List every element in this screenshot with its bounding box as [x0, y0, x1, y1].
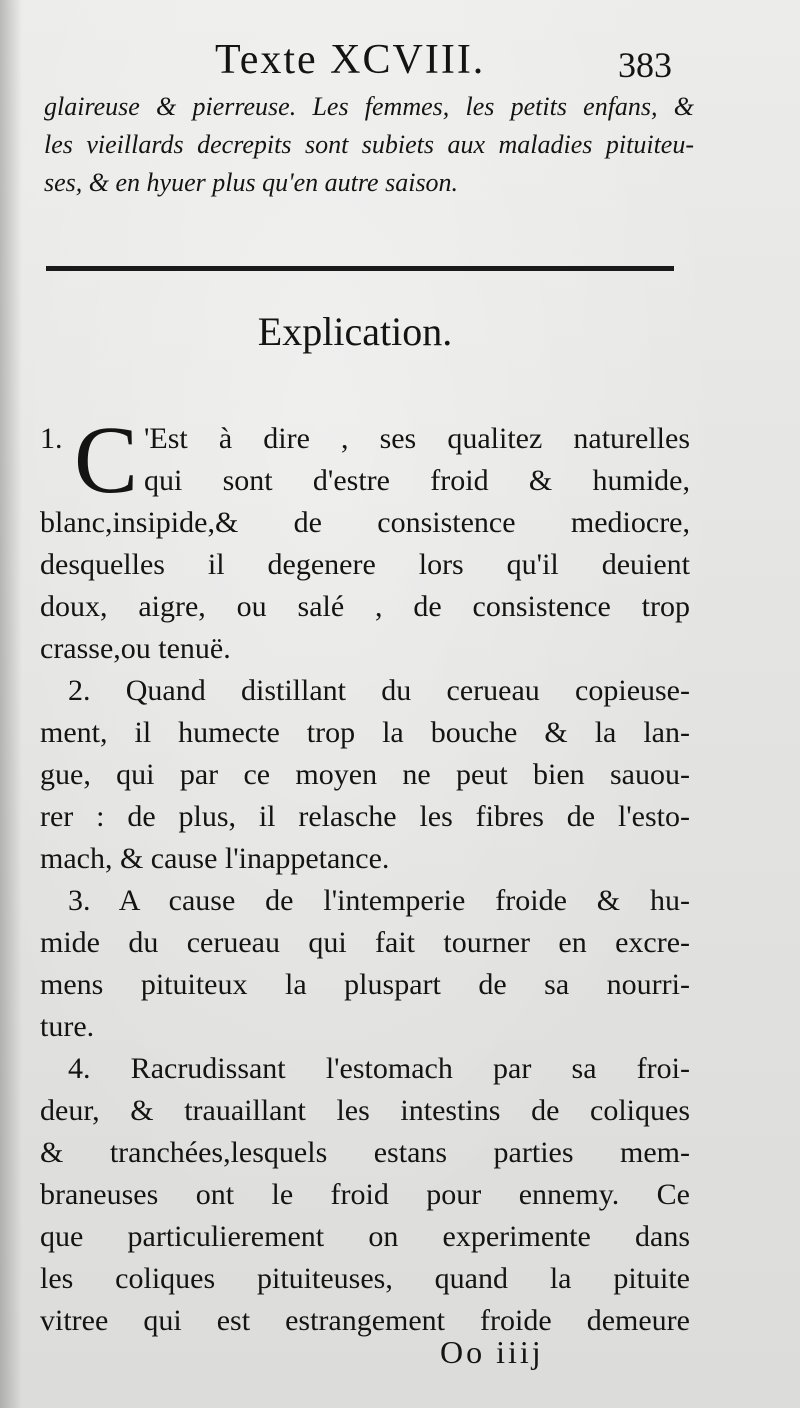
text-line: deur, & trauaillant les intestins de coliques — [40, 1094, 690, 1127]
preface-text — [44, 88, 694, 202]
text-line: doux, aigre, ou salé , de consistence trop — [40, 590, 690, 623]
header-title: Texte XCVIII. — [215, 37, 486, 83]
preface-line: glaireuse & pierreuse. Les femmes, les petits enfans, & — [44, 92, 694, 121]
text-line: braneuses ont le froid pour ennemy. Ce — [40, 1178, 690, 1211]
text-line: qui sont d'estre froid & humide, — [144, 464, 690, 497]
text-line: que particulierement on experimente dans — [40, 1220, 690, 1253]
text-line: les coliques pituiteuses, quand la pituite — [40, 1262, 690, 1295]
text-line: blanc,insipide,& de consistence mediocre, — [40, 506, 690, 539]
signature-mark: Oo iiij — [440, 1334, 544, 1370]
text-line: 3. A cause de l'intemperie froide & hu- — [68, 884, 690, 917]
gutter-shadow — [0, 0, 22, 1408]
body-text — [40, 406, 690, 1342]
section-title: Explication. — [257, 309, 453, 354]
text-line: mens pituiteux la pluspart de sa nourri- — [40, 968, 690, 1001]
drop-cap: C — [74, 406, 139, 513]
horizontal-rule — [46, 266, 674, 271]
preface-line: ses, & en hyuer plus qu'en autre saison. — [44, 168, 459, 197]
text-line: 2. Quand distillant du cerueau copieuse- — [68, 674, 690, 707]
text-line: mide du cerueau qui fait tourner en excre- — [40, 926, 690, 959]
text-line: ment, il humecte trop la bouche & la lan- — [40, 716, 690, 749]
page-number: 383 — [618, 45, 672, 85]
text-line: ture. — [40, 1010, 95, 1043]
running-header — [0, 28, 800, 88]
text-line: 'Est à dire , ses qualitez naturelles — [144, 422, 690, 455]
paragraph-number: 1. — [40, 422, 63, 455]
text-line: rer : de plus, il relasche les fibres de l'esto- — [40, 800, 690, 833]
text-line: & tranchées,lesquels estans parties mem- — [40, 1136, 690, 1169]
preface-line: les vieillards decrepits sont subiets aux maladies pituiteu- — [44, 130, 694, 159]
paragraph-1-opening — [40, 406, 690, 513]
text-line: gue, qui par ce moyen ne peut bien sauou- — [40, 758, 690, 791]
text-line: mach, & cause l'inappetance. — [40, 842, 390, 875]
text-line: crasse,ou tenuë. — [40, 632, 231, 665]
text-line: 4. Racrudissant l'estomach par sa froi- — [68, 1052, 690, 1085]
text-line: vitree qui est estrangement froide demeure — [40, 1304, 690, 1337]
text-line: desquelles il degenere lors qu'il deuient — [40, 548, 690, 581]
